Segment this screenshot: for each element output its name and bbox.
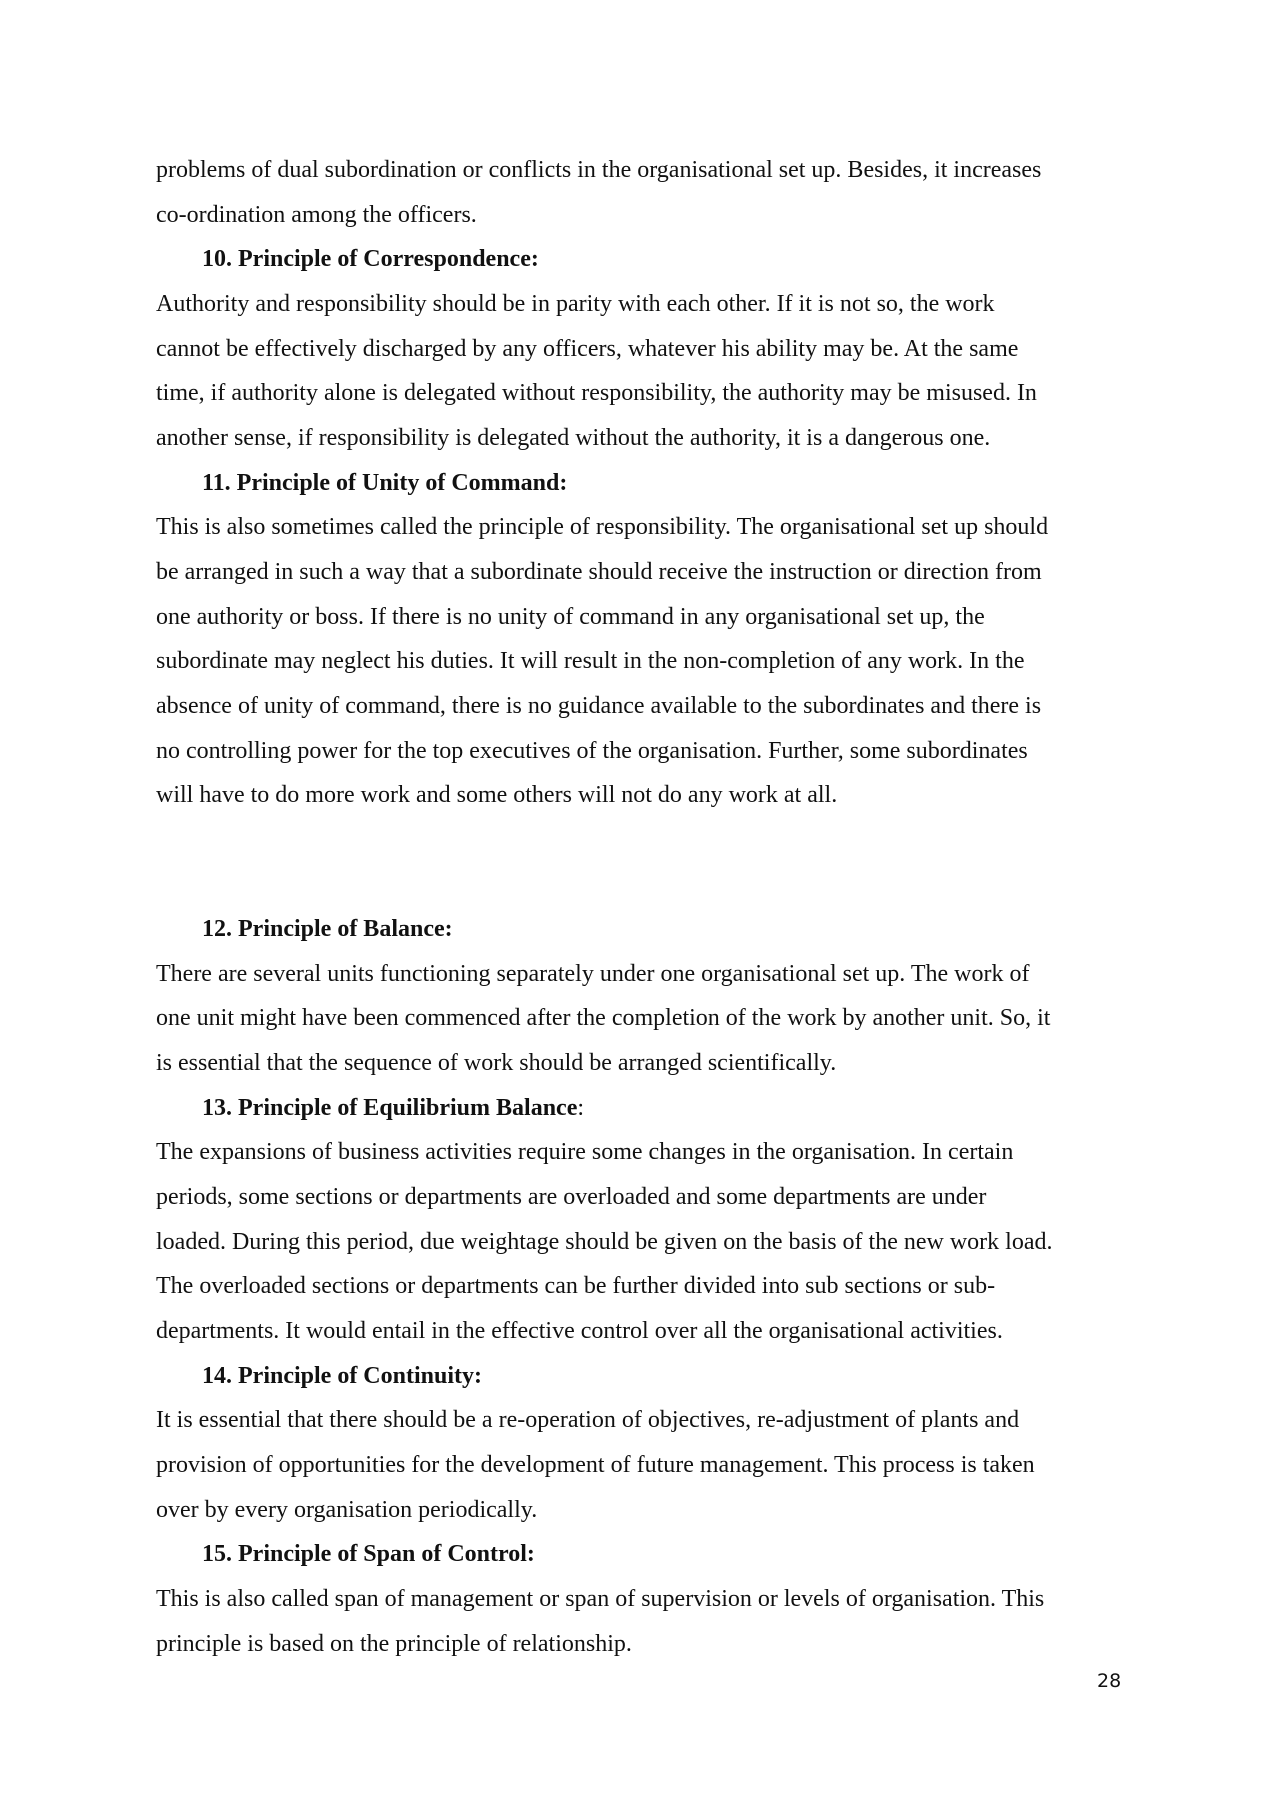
paragraph-line: will have to do more work and some others will not do any work at all. [156,782,838,809]
blank-space [156,818,1136,907]
paragraph-line: This is also called span of management or span of supervision or levels of organisation. This [156,1585,1045,1612]
paragraph-line: time, if authority alone is delegated without responsibility, the authority may be misused. In [156,380,1037,407]
paragraph-line: The expansions of business activities require some changes in the organisation. In certain [156,1139,1014,1166]
paragraph-line: loaded. During this period, due weightage should be given on the basis of the new work load. [156,1228,1053,1255]
paragraph-line: The overloaded sections or departments can be further divided into sub sections or sub- [156,1273,996,1300]
paragraph-line: another sense, if responsibility is delegated without the authority, it is a dangerous one. [156,424,991,451]
heading-text: 15. Principle of Span of Control: [202,1541,535,1568]
paragraph-line: problems of dual subordination or conflicts in the organisational set up. Besides, it increases [156,157,1042,183]
section-heading [156,1354,1136,1399]
paragraph-line: periods, some sections or departments are overloaded and some departments are under [156,1184,987,1211]
section-heading [156,1532,1136,1577]
section-heading [156,1086,1136,1131]
paragraph-line: Authority and responsibility should be in parity with each other. If it is not so, the work [156,290,995,317]
section [156,148,1136,237]
section [156,1086,1136,1354]
paragraph-line: one unit might have been commenced after the completion of the work by another unit. So, it [156,1005,1051,1032]
paragraph-line: be arranged in such a way that a subordinate should receive the instruction or direction from [156,558,1042,585]
paragraph-line: principle is based on the principle of relationship. [156,1630,632,1657]
paragraph-line: departments. It would entail in the effective control over all the organisational activities. [156,1318,1003,1345]
paragraph-line: cannot be effectively discharged by any officers, whatever his ability may be. At the same [156,335,1019,362]
section-heading [156,461,1136,506]
heading-suffix: : [577,1094,585,1121]
paragraph-line: is essential that the sequence of work should be arranged scientifically. [156,1050,837,1077]
section-heading [156,237,1136,282]
paragraph-line: over by every organisation periodically. [156,1496,538,1523]
section [156,237,1136,460]
heading-text: 14. Principle of Continuity: [202,1362,482,1389]
paragraph-line: co-ordination among the officers. [156,201,477,228]
section [156,1532,1136,1666]
paragraph-line: absence of unity of command, there is no guidance available to the subordinates and there is [156,692,1042,719]
heading-text: 13. Principle of Equilibrium Balance [202,1094,578,1121]
heading-text: 11. Principle of Unity of Command: [202,469,568,496]
heading-text: 10. Principle of Correspondence: [202,246,539,273]
section-heading [156,907,1136,952]
paragraph-line: subordinate may neglect his duties. It will result in the non-completion of any work. In the [156,648,1025,675]
section [156,818,1136,1086]
paragraph-line: provision of opportunities for the development of future management. This process is taken [156,1452,1035,1479]
paragraph-line: This is also sometimes called the principle of responsibility. The organisational set up should [156,514,1049,541]
section [156,461,1136,818]
page-number: 28 [1097,1670,1122,1692]
heading-text: 12. Principle of Balance: [202,916,453,943]
paragraph-line: no controlling power for the top executives of the organisation. Further, some subordinates [156,737,1028,764]
paragraph-line: It is essential that there should be a re-operation of objectives, re-adjustment of plants and [156,1407,1020,1434]
paragraph-line: one authority or boss. If there is no unity of command in any organisational set up, the [156,603,985,630]
section [156,1354,1136,1533]
paragraph-line: There are several units functioning separately under one organisational set up. The work of [156,960,1030,987]
document-body [156,148,1136,1666]
